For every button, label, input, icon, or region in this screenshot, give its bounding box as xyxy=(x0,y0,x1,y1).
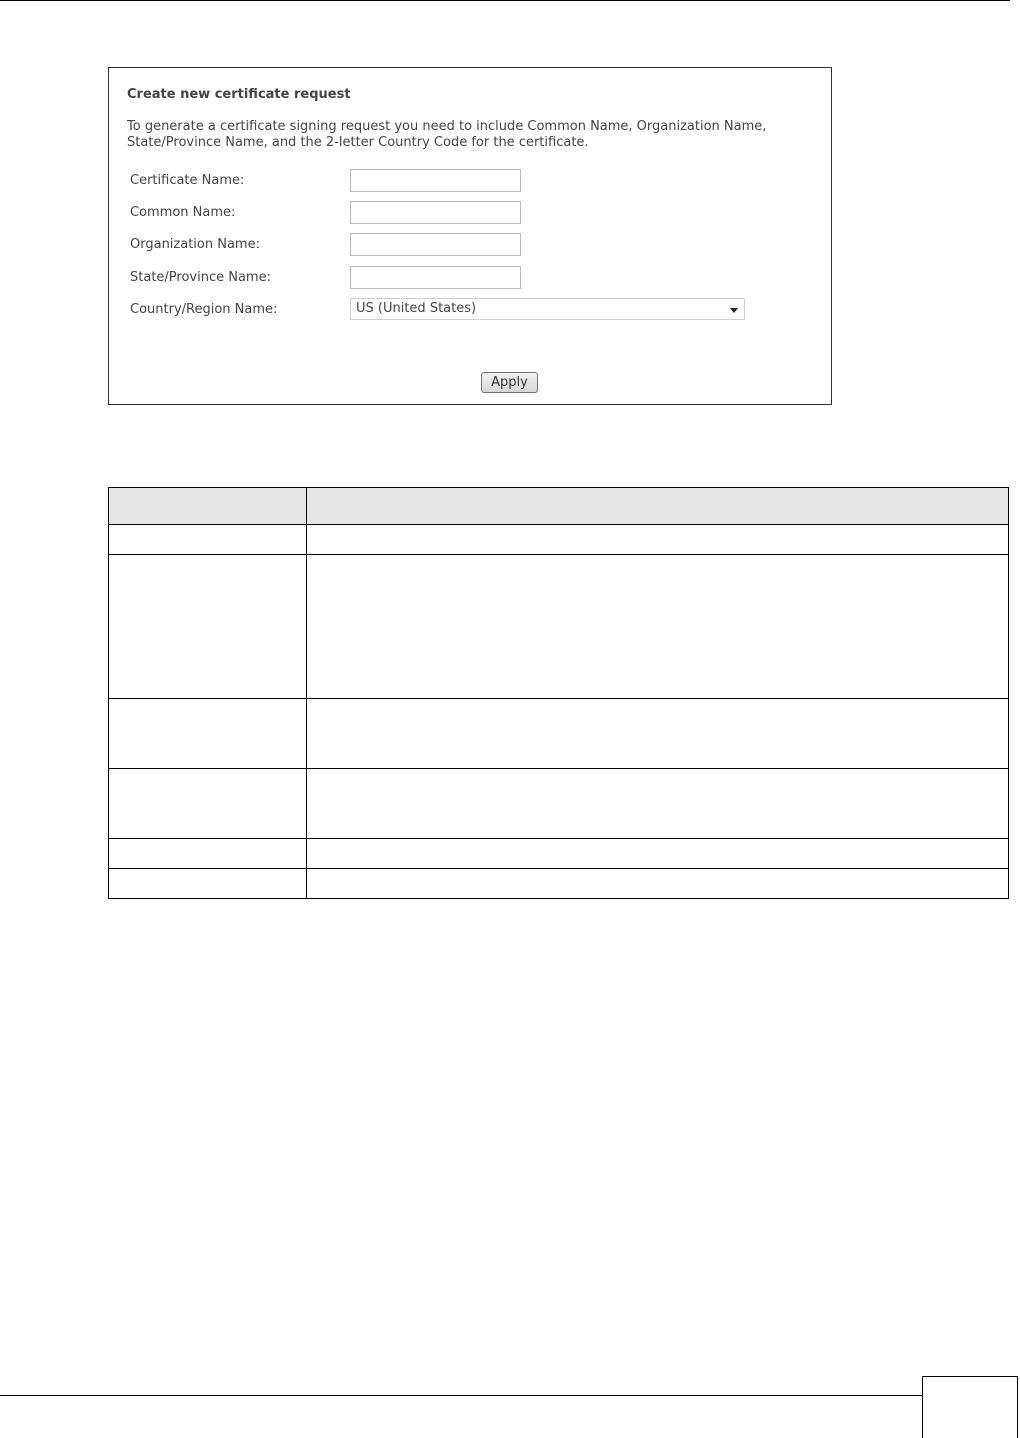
field-description-table xyxy=(108,487,1009,899)
table-header-cell xyxy=(109,488,307,525)
table-row xyxy=(109,555,1009,699)
footer-rule xyxy=(0,1395,922,1396)
table-cell xyxy=(307,839,1009,869)
table-row xyxy=(109,769,1009,839)
country-region-label: Country/Region Name: xyxy=(130,302,278,317)
country-region-row xyxy=(130,298,810,322)
organization-name-input[interactable] xyxy=(350,233,521,256)
table-row xyxy=(109,839,1009,869)
dropdown-arrow-icon xyxy=(730,308,738,313)
certificate-name-label: Certificate Name: xyxy=(130,173,245,188)
table-cell xyxy=(109,839,307,869)
apply-button[interactable]: Apply xyxy=(481,372,538,393)
table-row xyxy=(109,699,1009,769)
table-cell xyxy=(109,699,307,769)
certificate-request-panel xyxy=(108,67,832,405)
state-province-name-row xyxy=(130,266,810,290)
table-cell xyxy=(307,769,1009,839)
country-region-select[interactable] xyxy=(350,298,745,320)
table-row xyxy=(109,525,1009,555)
certificate-name-input[interactable] xyxy=(350,169,521,192)
table-cell xyxy=(109,525,307,555)
table-cell xyxy=(307,869,1009,899)
country-region-value: US (United States) xyxy=(356,301,477,316)
table-header-cell xyxy=(307,488,1009,525)
state-province-name-label: State/Province Name: xyxy=(130,270,271,285)
common-name-label: Common Name: xyxy=(130,205,236,220)
table-cell xyxy=(109,555,307,699)
header-rule xyxy=(0,0,1010,1)
table-row xyxy=(109,869,1009,899)
certificate-name-row xyxy=(130,169,810,193)
common-name-row xyxy=(130,201,810,225)
table-cell xyxy=(307,525,1009,555)
table-cell xyxy=(109,769,307,839)
page-number-box xyxy=(922,1376,1018,1438)
table-header-row xyxy=(109,488,1009,525)
common-name-input[interactable] xyxy=(350,201,521,224)
organization-name-row xyxy=(130,233,810,257)
panel-title: Create new certificate request xyxy=(127,87,351,102)
table-cell xyxy=(307,699,1009,769)
table-cell xyxy=(109,869,307,899)
panel-description: To generate a certificate signing request you need to include Common Name, Organization Name, State/Province Name, and the 2-letter Country Code for the certificate. xyxy=(127,119,767,150)
organization-name-label: Organization Name: xyxy=(130,237,260,252)
table-cell xyxy=(307,555,1009,699)
state-province-name-input[interactable] xyxy=(350,266,521,289)
